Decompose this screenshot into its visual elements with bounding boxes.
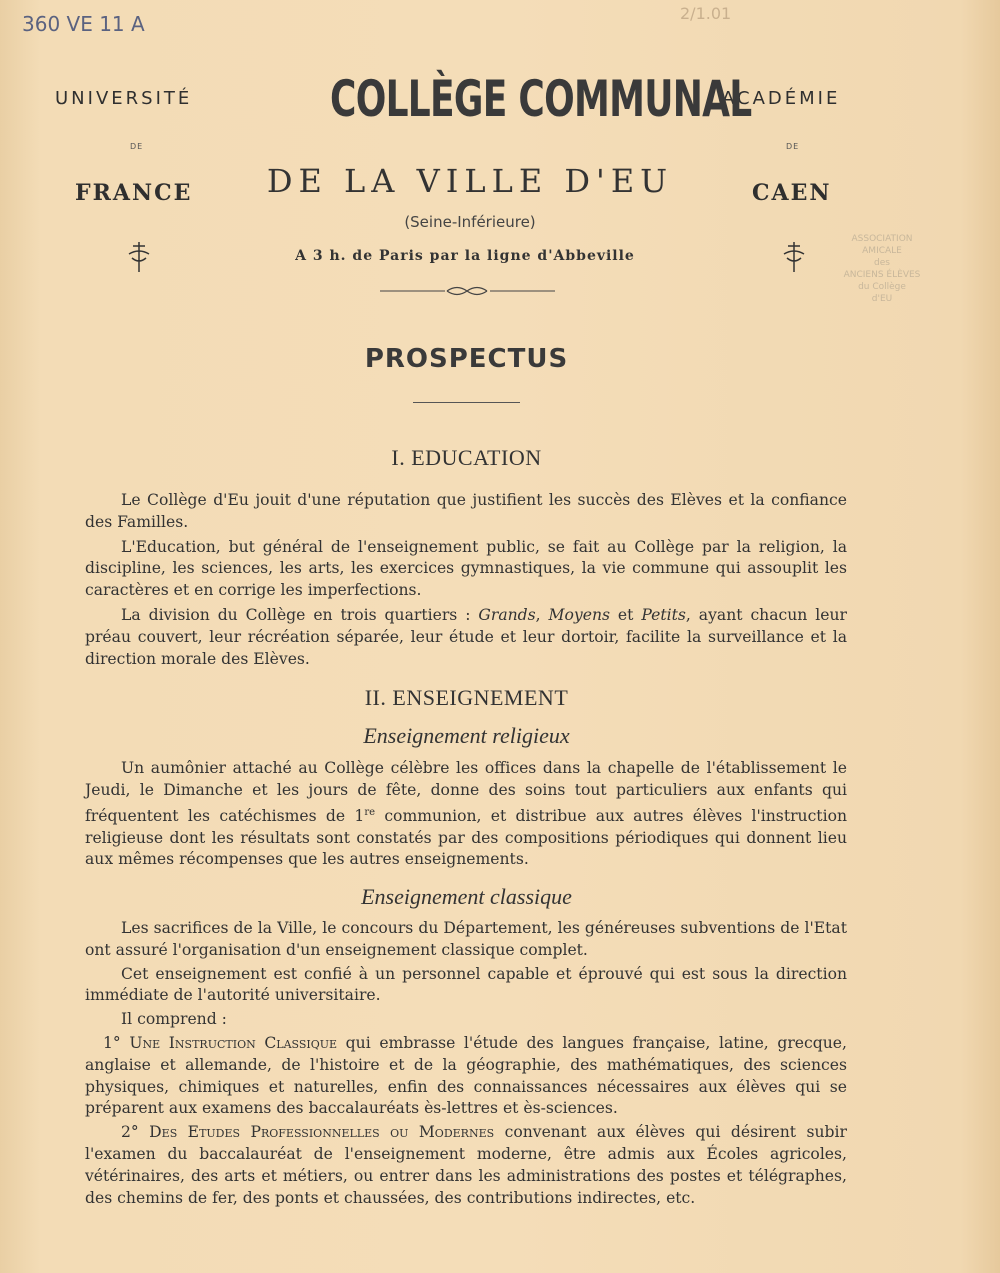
decorative-rule (380, 283, 555, 299)
right-header-title: ACADÉMIE (722, 88, 841, 109)
education-paragraph-2: L'Education, but général de l'enseignement public, se fait au Collège par la religion, la discipline, les sciences, les arts, les exercices gymnastiques, la vie commune qui assouplit les caractères et en corrige les imperfections. (85, 537, 847, 600)
education-paragraph-3: La division du Collège en trois quartiers : Grands, Moyens et Petits, ayant chacun leur préau couvert, leur récréation séparée, leur étude et leur dortoir, facilite la surveillance et la direction morale des Elèves. (85, 605, 847, 668)
route-label: A 3 h. de Paris par la ligne d'Abbeville (295, 248, 635, 264)
section-heading-enseignement: II. ENSEIGNEMENT (364, 685, 569, 710)
classique-paragraph-1: Les sacrifices de la Ville, le concours du Département, les généreuses subventions de l'Etat ont assuré l'organisation d'un enseignement classique complet. (85, 919, 847, 959)
subtitle-ville: DE LA VILLE D'EU (266, 162, 674, 200)
handwritten-shelfmark: 360 VE 11 A (22, 12, 145, 36)
main-title: COLLÈGE COMMUNAL (330, 70, 752, 128)
classique-item-2: 2° Des Etudes Professionnelles ou Modernes convenant aux élèves qui désirent subir l'examen du baccalauréat de l'enseignement moderne, être admis aux Écoles agricoles, vétérinaires, des arts et métiers, ou entrer dans les administrations des postes et télégraphes, des chemins de fer, des ponts et chaussées, des contributions indirectes, etc. (85, 1123, 847, 1207)
left-header-de: DE (130, 142, 144, 151)
handwritten-faint-note: 2/1.01 (680, 4, 732, 23)
education-paragraph-1: Le Collège d'Eu jouit d'une réputation que justifient les succès des Elèves et la confiance des Familles. (85, 491, 847, 531)
library-stamp: ASSOCIATION AMICALE des ANCIENS ÉLÈVES du Collège d'EU (843, 234, 921, 304)
region-label: (Seine-Inférieure) (404, 213, 536, 231)
classique-body (85, 918, 847, 1209)
right-ornament-icon (780, 240, 808, 279)
classique-item-1: 1° Une Instruction Classique qui embrasse l'étude des langues française, latine, grecque, anglaise et allemande, de l'histoire et de la géographie, des mathématiques, des sciences physiques, chimiques et naturelles, enfin des connaissances nécessaires aux élèves qui se préparent aux examens des baccalauréats ès-lettres et ès-sciences. (85, 1033, 847, 1118)
title-underline (413, 402, 520, 403)
education-body (85, 490, 847, 670)
right-header-de: DE (786, 142, 800, 151)
left-header-title: UNIVERSITÉ (55, 88, 193, 109)
religieux-body (85, 758, 847, 871)
classique-paragraph-2: Cet enseignement est confié à un personnel capable et éprouvé qui est sous la direction immédiate de l'autorité universitaire. (85, 964, 847, 1005)
prospectus-title: PROSPECTUS (364, 344, 569, 374)
subheading-classique: Enseignement classique (361, 884, 572, 909)
religieux-paragraph: Un aumônier attaché au Collège célèbre les offices dans la chapelle de l'établissement le Jeudi, le Dimanche et les jours de fête, donne des soins tout particuliers aux enfants qui fréquentent les catéchismes de 1re communion, et distribue aux autres élèves l'instruction religieuse dont les résultats sont constatés par des compositions périodiques qui donnent lieu aux mêmes récompenses que les autres enseignements. (85, 759, 847, 869)
left-header-name: FRANCE (75, 180, 193, 206)
subheading-religieux: Enseignement religieux (363, 723, 570, 748)
left-ornament-icon (125, 240, 153, 279)
right-header-name: CAEN (752, 180, 832, 206)
section-heading-education: I. EDUCATION (391, 445, 542, 470)
classique-paragraph-3: Il comprend : (121, 1010, 227, 1029)
